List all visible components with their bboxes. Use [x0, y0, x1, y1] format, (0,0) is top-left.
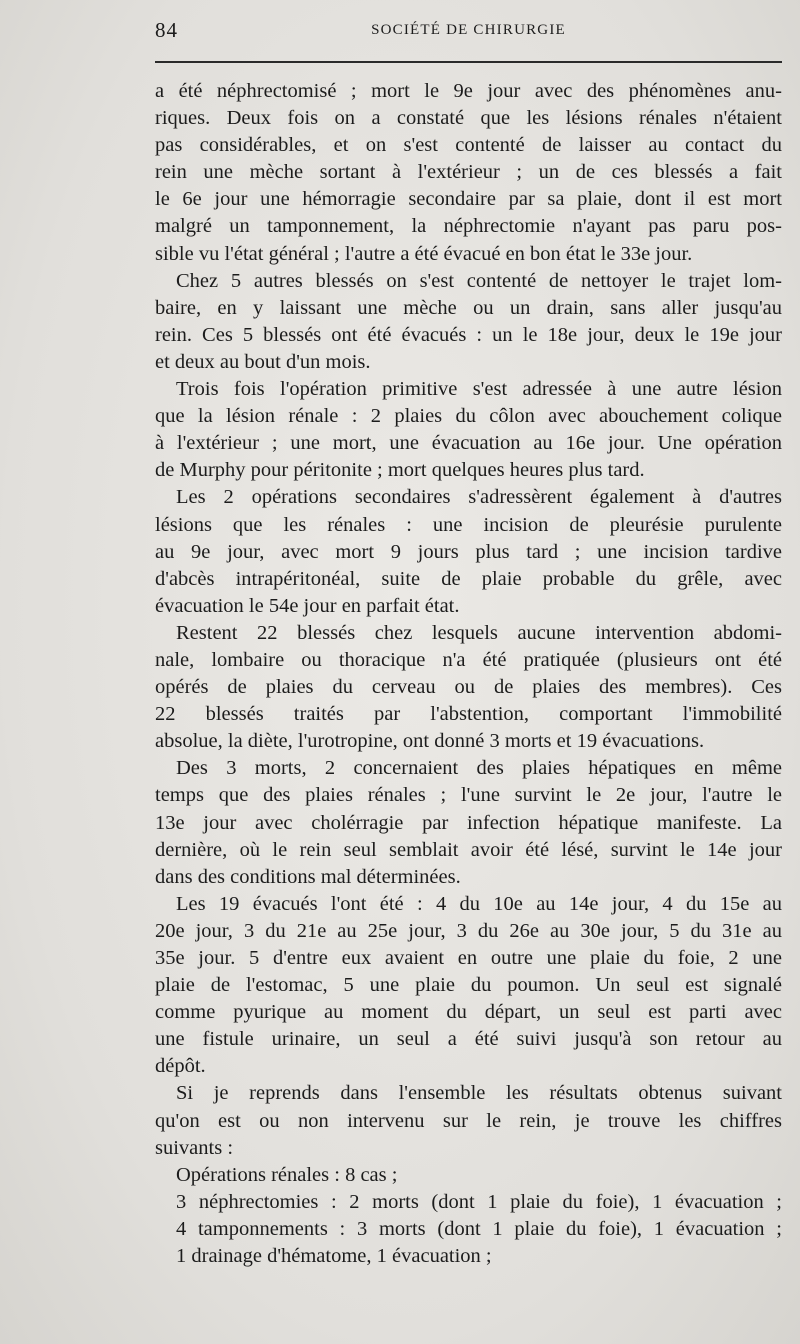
text-line: dernière, où le rein seul semblait avoir été lésé, survint le 14e jour	[155, 838, 782, 861]
text-line: Chez 5 autres blessés on s'est contenté de nettoyer le trajet lom-	[176, 269, 782, 292]
text-line: de Murphy pour péritonite ; mort quelques heures plus tard.	[155, 459, 645, 482]
text-line: Restent 22 blessés chez lesquels aucune intervention abdomi-	[176, 621, 782, 644]
text-line: sible vu l'état général ; l'autre a été évacué en bon état le 33e jour.	[155, 242, 693, 265]
body-text	[155, 78, 782, 1270]
text-line: que la lésion rénale : 2 plaies du côlon avec abouchement colique	[155, 405, 782, 428]
text-line: évacuation le 54e jour en parfait état.	[155, 594, 460, 617]
page-number: 84	[155, 18, 178, 42]
text-line: suivants :	[155, 1136, 234, 1159]
text-line: rein une mèche sortant à l'extérieur ; un de ces blessés a fait	[155, 161, 782, 184]
page-header	[155, 18, 782, 48]
text-line: Trois fois l'opération primitive s'est adressée à une autre lésion	[176, 378, 782, 401]
text-line: Si je reprends dans l'ensemble les résultats obtenus suivant	[176, 1082, 782, 1105]
text-line: au 9e jour, avec mort 9 jours plus tard ; une incision tardive	[155, 540, 782, 563]
text-line: lésions que les rénales : une incision de pleurésie purulente	[155, 513, 782, 536]
text-line: absolue, la diète, l'urotropine, ont donné 3 morts et 19 évacuations.	[155, 730, 705, 753]
running-title: SOCIÉTÉ DE CHIRURGIE	[371, 22, 566, 38]
text-line: 35e jour. 5 d'entre eux avaient en outre une plaie du foie, 2 une	[155, 947, 782, 969]
text-line: rein. Ces 5 blessés ont été évacués : un le 18e jour, deux le 19e jour	[155, 323, 782, 346]
text-line: 3 néphrectomies : 2 morts (dont 1 plaie du foie), 1 évacuation ;	[176, 1190, 782, 1213]
text-line: qu'on est ou non intervenu sur le rein, je trouve les chiffres	[155, 1109, 782, 1132]
text-line: et deux au bout d'un mois.	[155, 350, 371, 373]
text-line: malgré un tamponnement, la néphrectomie n'ayant pas paru pos-	[155, 215, 782, 238]
text-line: dépôt.	[155, 1055, 206, 1078]
text-line: plaie de l'estomac, 5 une plaie du poumon. Un seul est signalé	[155, 974, 782, 997]
text-line: 22 blessés traités par l'abstention, comportant l'immobilité	[155, 703, 782, 726]
text-line: riques. Deux fois on a constaté que les lésions rénales n'étaient	[155, 107, 782, 130]
text-line: pas considérables, et on s'est contenté de laisser au contact du	[155, 134, 782, 157]
text-line: opérés de plaies du cerveau ou de plaies des membres). Ces	[155, 676, 782, 699]
text-line: 13e jour avec cholérragie par infection hépatique manifeste. La	[155, 811, 782, 834]
text-line: dans des conditions mal déterminées.	[155, 865, 461, 888]
text-line: Des 3 morts, 2 concernaient des plaies hépatiques en même	[176, 757, 782, 780]
text-line: nale, lombaire ou thoracique n'a été pratiquée (plusieurs ont été	[155, 648, 782, 671]
text-line: à l'extérieur ; une mort, une évacuation au 16e jour. Une opération	[155, 432, 782, 455]
text-line: 1 drainage d'hématome, 1 évacuation ;	[176, 1245, 492, 1268]
text-line: baire, en y laissant une mèche ou un drain, sans aller jusqu'au	[155, 296, 782, 319]
text-line: a été néphrectomisé ; mort le 9e jour avec des phénomènes anu-	[155, 80, 782, 102]
text-line: le 6e jour une hémorragie secondaire par sa plaie, dont il est mort	[155, 188, 782, 211]
text-line: comme pyurique au moment du départ, un seul est parti avec	[155, 1001, 782, 1024]
text-line: Opérations rénales : 8 cas ;	[176, 1163, 398, 1186]
text-line: d'abcès intrapéritonéal, suite de plaie probable du grêle, avec	[155, 567, 782, 590]
text-line: 20e jour, 3 du 21e au 25e jour, 3 du 26e au 30e jour, 5 du 31e au	[155, 919, 782, 942]
text-line: temps que des plaies rénales ; l'une survint le 2e jour, l'autre le	[155, 784, 782, 807]
text-line: Les 2 opérations secondaires s'adressèrent également à d'autres	[176, 486, 782, 509]
header-rule	[155, 61, 782, 63]
text-line: Les 19 évacués l'ont été : 4 du 10e au 14e jour, 4 du 15e au	[176, 892, 782, 915]
text-line: une fistule urinaire, un seul a été suivi jusqu'à son retour au	[155, 1028, 782, 1051]
text-line: 4 tamponnements : 3 morts (dont 1 plaie du foie), 1 évacuation ;	[176, 1217, 782, 1240]
